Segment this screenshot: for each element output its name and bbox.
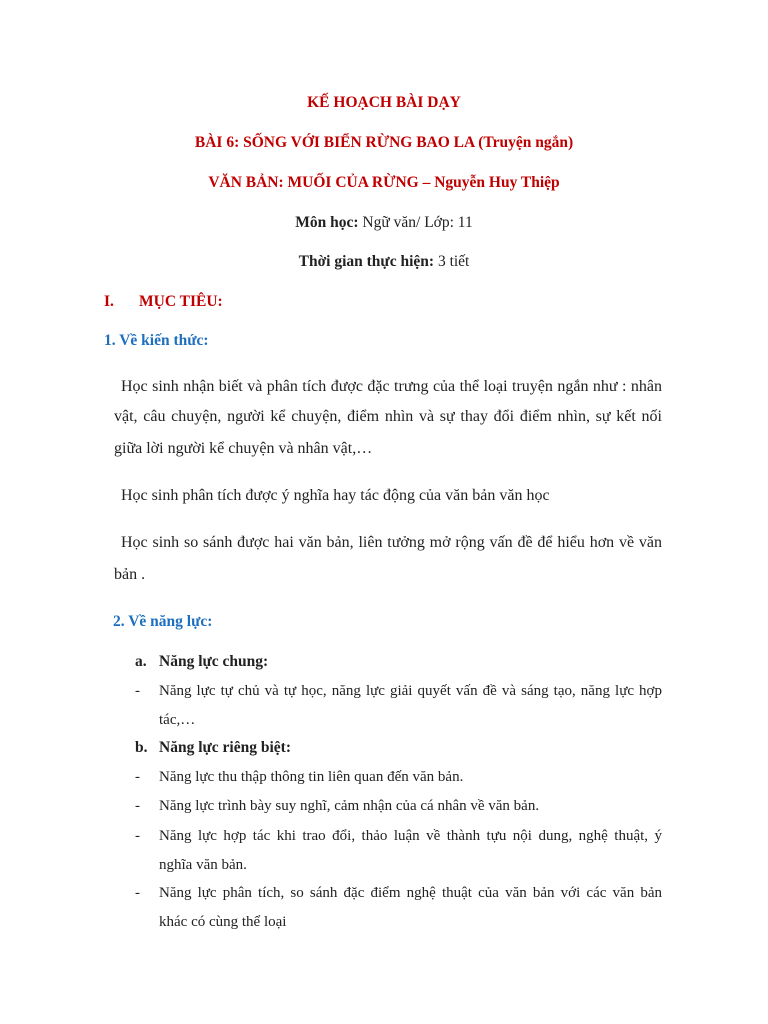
specific-competence-item-3-line-2: nghĩa văn bản. [159,857,247,873]
bullet-dash: - [135,769,140,785]
knowledge-heading: 1. Về kiến thức: [104,332,209,349]
section-title: MỤC TIÊU: [139,293,223,310]
knowledge-paragraph-3-line-1: Học sinh so sánh được hai văn bản, liên tưởng mở rộng vấn đề để hiểu hơn về văn [121,534,662,551]
lesson-title: BÀI 6: SỐNG VỚI BIỂN RỪNG BAO LA (Truyện ngắn) [194,134,574,151]
knowledge-paragraph-1-line-1: Học sinh nhận biết và phân tích được đặc trưng của thể loại truyện ngắn như : nhân [121,378,662,395]
specific-competence-marker: b. [135,739,148,756]
specific-competence-item-4-line-2: khác có cùng thể loại [159,914,287,930]
specific-competence-item-3-line-1: Năng lực hợp tác khi trao đổi, thảo luận về thành tựu nội dung, nghệ thuật, ý [159,828,662,844]
duration-line [0,252,768,272]
knowledge-paragraph-1-line-2: vật, câu chuyện, người kể chuyện, điểm nhìn và sự thay đổi điểm nhìn, sự kết nối [114,408,662,425]
text-title: VĂN BẢN: MUỐI CỦA RỪNG – Nguyễn Huy Thiệp [208,174,560,191]
bullet-dash: - [135,828,140,844]
general-competence-item-line-2: tác,… [159,712,196,728]
knowledge-paragraph-3-line-2: bản . [114,566,146,583]
subject-line [0,213,768,233]
knowledge-paragraph-2: Học sinh phân tích được ý nghĩa hay tác động của văn bản văn học [121,487,550,504]
subject-label: Môn học: [295,214,359,231]
general-competence-marker: a. [135,653,147,670]
document-title: KẾ HOẠCH BÀI DẠY [307,94,461,111]
knowledge-paragraph-1-line-3: giữa lời người kể chuyện và nhân vật,… [114,440,373,457]
specific-competence-item-4-line-1: Năng lực phân tích, so sánh đặc điểm nghệ thuật của văn bản với các văn bản [159,885,662,901]
duration-label: Thời gian thực hiện: [298,253,435,270]
subject-value: Ngữ văn/ Lớp: 11 [358,214,473,231]
general-competence-item-line-1: Năng lực tự chủ và tự học, năng lực giải quyết vấn đề và sáng tạo, năng lực hợp [159,683,662,699]
duration-value: 3 tiết [434,253,470,270]
general-competence-title: Năng lực chung: [159,653,269,670]
bullet-dash: - [135,683,140,699]
bullet-dash: - [135,885,140,901]
specific-competence-title: Năng lực riêng biệt: [159,739,291,756]
specific-competence-item-1: Năng lực thu thập thông tin liên quan đến văn bản. [159,769,464,785]
specific-competence-item-2: Năng lực trình bày suy nghĩ, cảm nhận của cá nhân về văn bản. [159,798,540,814]
section-number: I. [104,293,114,310]
competence-heading: 2. Về năng lực: [113,613,213,630]
bullet-dash: - [135,798,140,814]
